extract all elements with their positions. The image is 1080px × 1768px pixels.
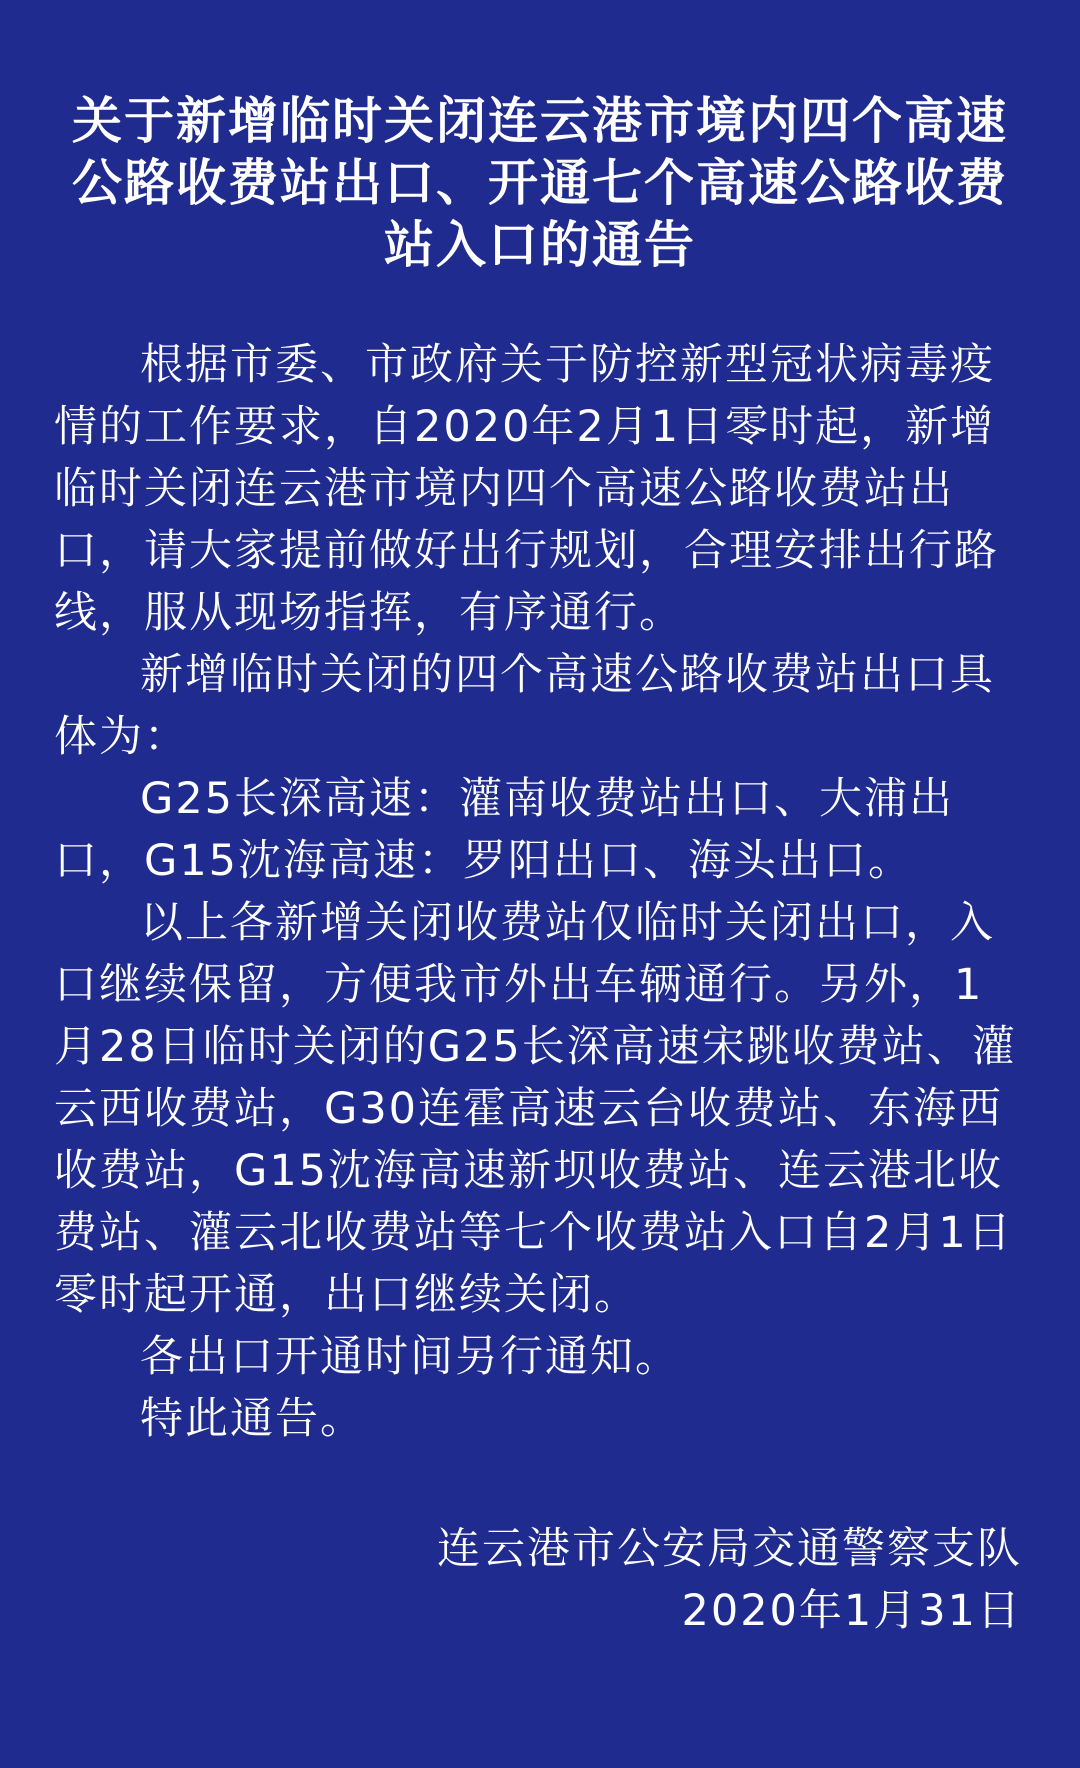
issue-date: 2020年1月31日: [681, 1586, 1022, 1636]
paragraph-closing: 特此通告。: [140, 1394, 365, 1444]
notice-body: [54, 334, 1026, 1450]
title-line-2: 公路收费站出口、开通七个高速公路收费: [72, 154, 1008, 212]
paragraph-entrances-opened: 以上各新增关闭收费站仅临时关闭出口，入口继续保留，方便我市外出车辆通行。另外，1月28日临时关闭的G25长深高速宋跳收费站、灌云西收费站，G30连霍高速云台收费站、东海西收费站，G15沈海高速新坝收费站、连云港北收费站、灌云北收费站等七个收费站入口自2月1日零时起开通，出口继续关闭。: [54, 898, 1017, 1320]
paragraph-exit-list: G25长深高速：灌南收费站出口、大浦出口，G15沈海高速：罗阳出口、海头出口。: [54, 774, 955, 886]
paragraph-intro: 根据市委、市政府关于防控新型冠状病毒疫情的工作要求，自2020年2月1日零时起，新增临时关闭连云港市境内四个高速公路收费站出口，请大家提前做好出行规划，合理安排出行路线，服从现场指挥，有序通行。: [54, 340, 999, 638]
paragraph-exit-list-heading: 新增临时关闭的四个高速公路收费站出口具体为：: [54, 650, 995, 762]
issuer-name: 连云港市公安局交通警察支队: [437, 1524, 1022, 1574]
title-line-3: 站入口的通告: [384, 216, 696, 274]
paragraph-further-notice: 各出口开通时间另行通知。: [140, 1332, 680, 1382]
title-line-1: 关于新增临时关闭连云港市境内四个高速: [72, 92, 1008, 150]
signature-block: [437, 1518, 1022, 1642]
notice-title: [54, 0, 1026, 276]
